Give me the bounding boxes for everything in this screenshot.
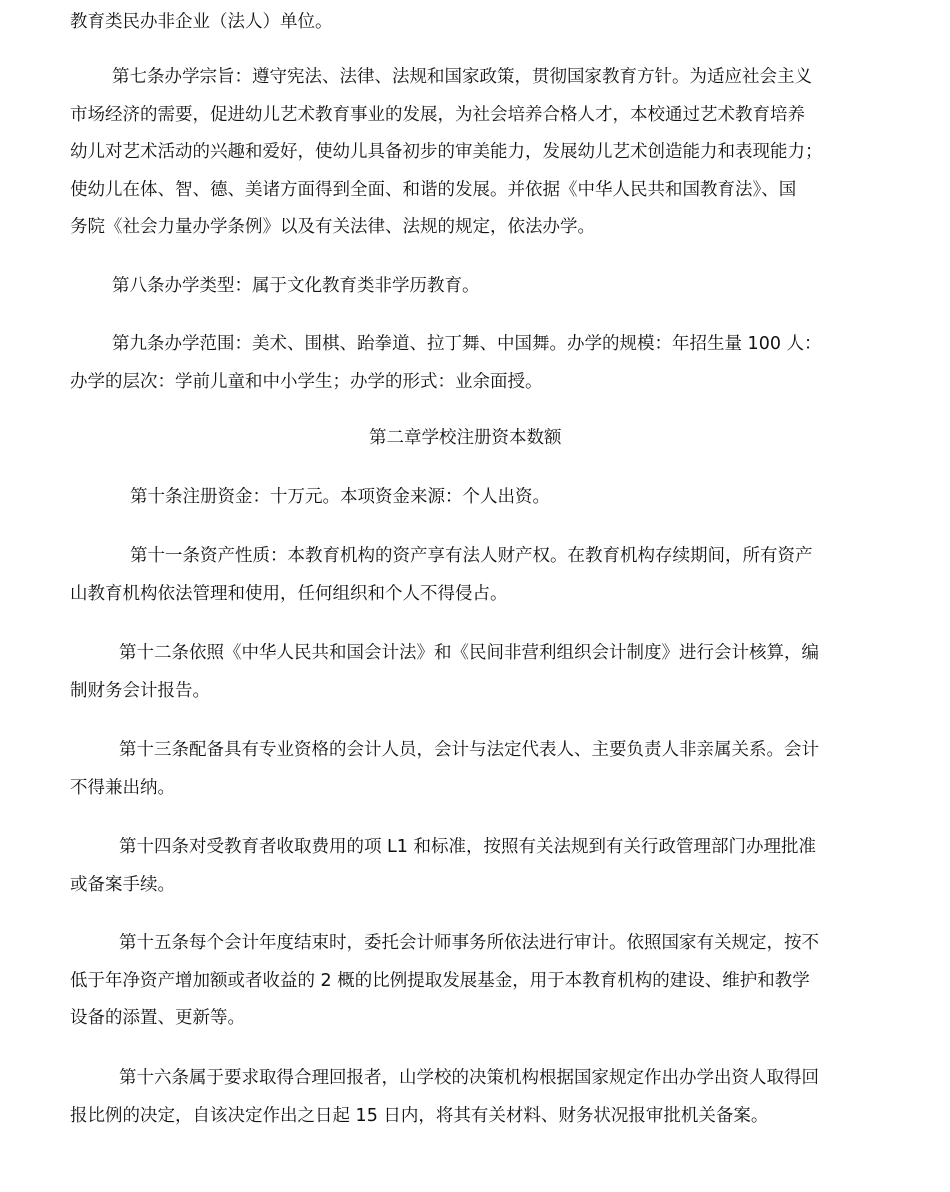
chapter-title: 第二章学校注册资本数额 <box>369 428 562 448</box>
text-line: 或备案手续。 <box>70 874 175 895</box>
text-line: 山教育机构依法管理和使用，任何组织和个人不得侵占。 <box>70 583 508 604</box>
text-line: 幼儿对艺术活动的兴趣和爱好，使幼儿具备初步的审美能力，发展幼儿艺术创造能力和表现能力； <box>70 142 823 162</box>
text-line: 教育类民办非企业（法人）单位。 <box>70 12 333 32</box>
text-line: 第十五条每个会计年度结束时，委托会计师事务所依法进行审计。依照国家有关规定，按不 <box>119 933 819 953</box>
text-line: 务院《社会力量办学条例》以及有关法律、法规的规定，依法办学。 <box>70 217 595 237</box>
paragraph-article-15 <box>70 925 819 1038</box>
paragraph-article-12 <box>70 635 819 710</box>
paragraph-article-11 <box>70 538 813 613</box>
paragraph-article-8 <box>112 268 480 306</box>
text-line: 低于年净资产增加额或者收益的 2 概的比例提取发展基金，用于本教育机构的建设、维护和教学 <box>70 970 810 991</box>
text-line: 第十一条资产性质：本教育机构的资产享有法人财产权。在教育机构存续期间，所有资产 <box>130 546 813 566</box>
chapter-heading <box>369 420 562 458</box>
text-line: 第十二条依照《中华人民共和国会计法》和《民间非营利组织会计制度》进行会计核算，编 <box>119 643 819 663</box>
paragraph-article-13 <box>70 732 819 807</box>
text-line: 使幼儿在体、智、德、美诸方面得到全面、和谐的发展。并依据《中华人民共和国教育法》、国 <box>70 179 797 200</box>
paragraph-article-16 <box>70 1060 819 1135</box>
paragraph-article-9 <box>70 326 822 401</box>
text-line: 第十六条属于要求取得合理回报者，山学校的决策机构根据国家规定作出办学出资人取得回 <box>119 1068 819 1088</box>
text-line: 报比例的决定，自该决定作出之日起 15 日内，将其有关材料、财务状况报审批机关备案。 <box>70 1105 769 1126</box>
text-line: 第十三条配备具有专业资格的会计人员，会计与法定代表人、主要负责人非亲属关系。会计 <box>119 740 819 760</box>
text-line: 第九条办学范围：美术、围棋、跆拳道、拉丁舞、中国舞。办学的规模：年招生量 100 人： <box>112 334 822 354</box>
text-line: 设备的添置、更新等。 <box>70 1008 245 1028</box>
text-line: 第十条注册资金：十万元。本项资金来源：个人出资。 <box>130 487 550 507</box>
text-line: 第七条办学宗旨：遵守宪法、法律、法规和国家政策，贯彻国家教育方针。为适应社会主义 <box>112 67 812 87</box>
paragraph-article-14 <box>70 829 816 904</box>
text-line: 办学的层次：学前儿童和中小学生；办学的形式：业余面授。 <box>70 371 543 392</box>
text-line: 第十四条对受教育者收取费用的项 L1 和标准，按照有关法规到有关行政管理部门办理批准 <box>119 837 817 857</box>
paragraph-legal-status <box>70 4 333 42</box>
text-line: 制财务会计报告。 <box>70 680 210 701</box>
paragraph-article-7 <box>70 59 823 247</box>
text-line: 不得兼出纳。 <box>70 777 175 798</box>
paragraph-article-10 <box>130 479 550 517</box>
text-line: 第八条办学类型：属于文化教育类非学历教育。 <box>112 276 480 296</box>
text-line: 市场经济的需要，促进幼儿艺术教育事业的发展，为社会培养合格人才，本校通过艺术教育培养 <box>70 104 805 125</box>
